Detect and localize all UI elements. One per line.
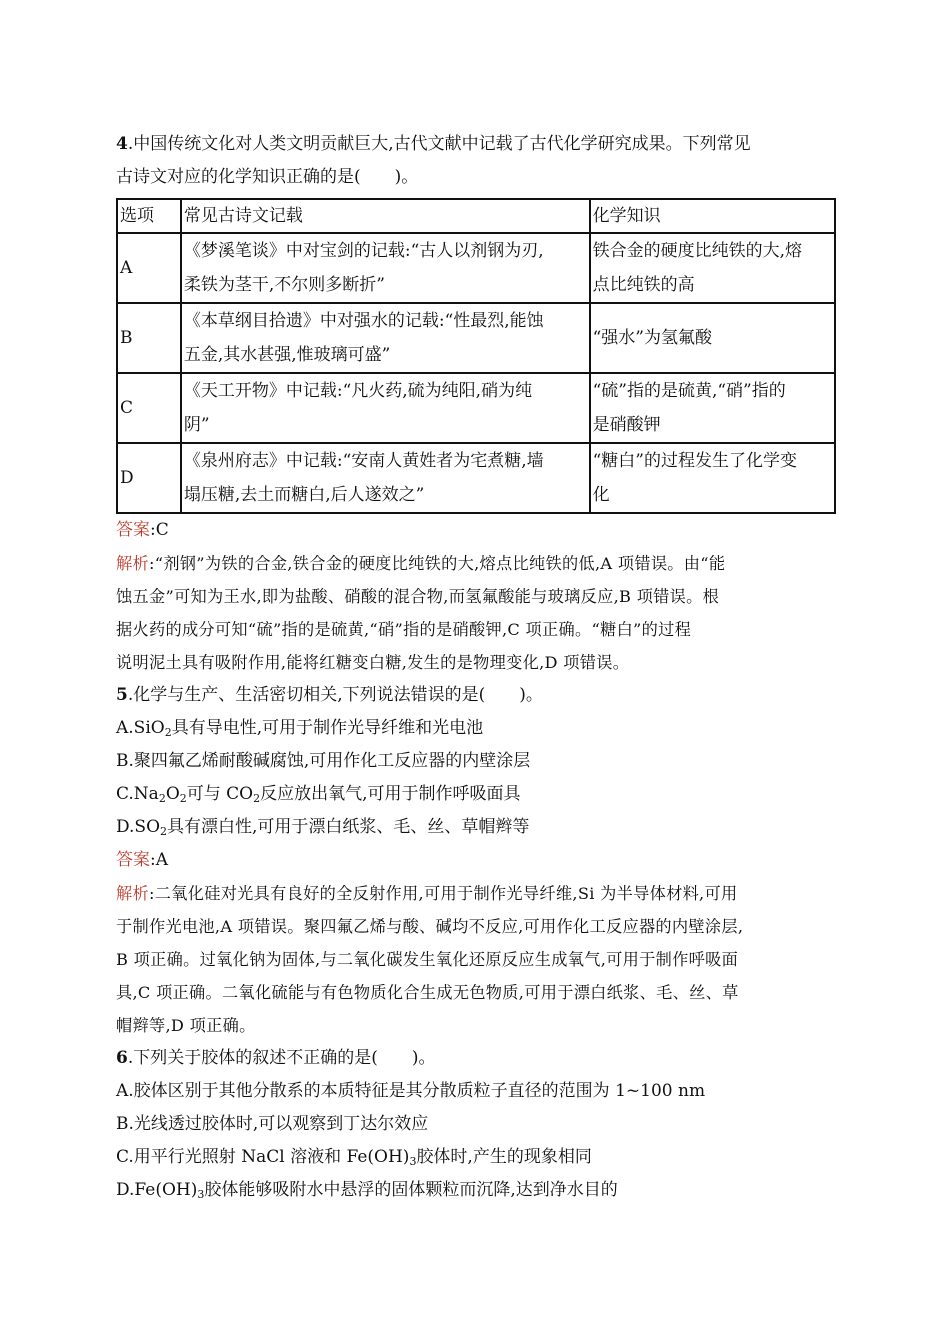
question-text: .化学与生产、生活密切相关,下列说法错误的是( )。: [127, 685, 543, 705]
answer-label: 答案: [116, 520, 150, 540]
option-cell: B: [117, 303, 181, 373]
question-5-stem: [116, 679, 836, 712]
table-row: [117, 233, 835, 303]
table-header-cell: 选项: [117, 199, 181, 233]
option-cell: A: [117, 233, 181, 303]
question-text: .中国传统文化对人类文明贡献巨大,古代文献中记载了古代化学研究成果。下列常见: [127, 134, 751, 154]
record-cell: [181, 373, 590, 443]
option-c: C.用平行光照射 NaCl 溶液和 $Fe(OH)_3$胶体时,产生的现象相同: [116, 1147, 592, 1168]
analysis-line: 说明泥土具有吸附作用,能将红糖变白糖,发生的是物理变化,D 项错误。: [116, 653, 630, 672]
cell-line: 是硝酸钾: [592, 415, 661, 435]
question-4-stem-cont: 古诗文对应的化学知识正确的是( )。: [116, 167, 419, 187]
cell-line: 《泉州府志》中记载:“安南人黄姓者为宅煮糖,墙: [183, 451, 544, 471]
cell-line: 《天工开物》中记载:“凡火药,硫为纯阳,硝为纯: [183, 381, 533, 401]
table-row: [117, 373, 835, 443]
table-header-row: [117, 199, 835, 233]
cell-line: 《梦溪笔谈》中对宝剑的记载:“古人以剂钢为刃,: [183, 241, 544, 261]
option-b: B.光线透过胶体时,可以观察到丁达尔效应: [116, 1114, 429, 1134]
cell-line: 柔铁为茎干,不尔则多断折”: [183, 275, 385, 295]
question-4-stem: [116, 128, 836, 161]
analysis-line: 帽辫等,D 项正确。: [116, 1016, 256, 1035]
knowledge-cell: [590, 303, 835, 373]
analysis-line: 具,C 项正确。二氧化硫能与有色物质化合生成无色物质,可用于漂白纸浆、毛、丝、草: [116, 983, 739, 1002]
analysis-line: 解析:“剂钢”为铁的合金,铁合金的硬度比纯铁的大,熔点比纯铁的低,A 项错误。由“能: [116, 554, 726, 573]
analysis-line: 蚀五金”可知为王水,即为盐酸、硝酸的混合物,而氢氟酸能与玻璃反应,B 项错误。根: [116, 587, 720, 606]
knowledge-cell: [590, 233, 835, 303]
analysis-line: 于制作光电池,A 项错误。聚四氟乙烯与酸、碱均不反应,可用作化工反应器的内壁涂层,: [116, 917, 744, 936]
question-number: 6: [116, 1048, 128, 1068]
option-d: $D.SO_2$具有漂白性,可用于漂白纸浆、毛、丝、草帽辫等: [116, 817, 530, 838]
cell-line: 点比纯铁的高: [592, 275, 695, 295]
cell-line: 五金,其水甚强,惟玻璃可盛”: [183, 345, 391, 365]
analysis-line: 解析:二氧化硅对光具有良好的全反射作用,可用于制作光导纤维,Si 为半导体材料,可用: [116, 884, 738, 903]
knowledge-cell: [590, 373, 835, 443]
option-cell: C: [117, 373, 181, 443]
cell-line: 阴”: [183, 415, 210, 435]
question-text: .下列关于胶体的叙述不正确的是( )。: [127, 1048, 436, 1068]
analysis-line: 据火药的成分可知“硫”指的是硫黄,“硝”指的是硝酸钾,C 项正确。“糖白”的过程: [116, 620, 692, 639]
cell-line: “硫”指的是硫黄,“硝”指的: [592, 381, 786, 401]
answer-label: 答案: [116, 850, 150, 870]
table-header-cell: 常见古诗文记载: [181, 199, 590, 233]
option-a: A.SiO$_2$具有导电性,可用于制作光导纤维和光电池: [116, 718, 484, 739]
option-b: B.聚四氟乙烯耐酸碱腐蚀,可用作化工反应器的内壁涂层: [116, 751, 531, 771]
answer-value: :A: [150, 850, 169, 870]
question-4-analysis: [116, 547, 836, 679]
answer-value: :C: [150, 520, 169, 540]
question-5-analysis: [116, 877, 836, 1042]
cell-line: “强水”为氢氟酸: [592, 328, 712, 348]
table-header-cell: 化学知识: [590, 199, 835, 233]
question-number: 4: [116, 134, 128, 154]
analysis-label: 解析: [116, 554, 149, 573]
option-cell: D: [117, 443, 181, 513]
record-cell: [181, 443, 590, 513]
record-cell: [181, 303, 590, 373]
question-4-table: [116, 198, 836, 514]
table-row: [117, 303, 835, 373]
question-5-answer: [116, 844, 836, 877]
question-number: 5: [116, 685, 128, 705]
table-row: [117, 443, 835, 513]
analysis-line: B 项正确。过氧化钠为固体,与二氧化碳发生氧化还原反应生成氧气,可用于制作呼吸面: [116, 950, 739, 969]
option-d: $D.Fe(OH)_3$胶体能够吸附水中悬浮的固体颗粒而沉降,达到净水目的: [116, 1180, 618, 1201]
record-cell: [181, 233, 590, 303]
question-6-stem: [116, 1042, 836, 1075]
question-4-answer: [116, 514, 836, 547]
analysis-label: 解析: [116, 884, 149, 903]
page-content: [116, 128, 836, 1207]
option-a: A.胶体区别于其他分散系的本质特征是其分散质粒子直径的范围为 1~100 nm: [116, 1081, 706, 1101]
knowledge-cell: [590, 443, 835, 513]
cell-line: “糖白”的过程发生了化学变: [592, 451, 797, 471]
cell-line: 铁合金的硬度比纯铁的大,熔: [592, 241, 802, 261]
option-c: $C.Na_2O_2$可与 $CO_2$反应放出氧气,可用于制作呼吸面具: [116, 784, 521, 805]
cell-line: 化: [592, 485, 610, 505]
cell-line: 塌压糖,去土而糖白,后人遂效之”: [183, 485, 425, 505]
cell-line: 《本草纲目拾遗》中对强水的记载:“性最烈,能蚀: [183, 311, 544, 331]
